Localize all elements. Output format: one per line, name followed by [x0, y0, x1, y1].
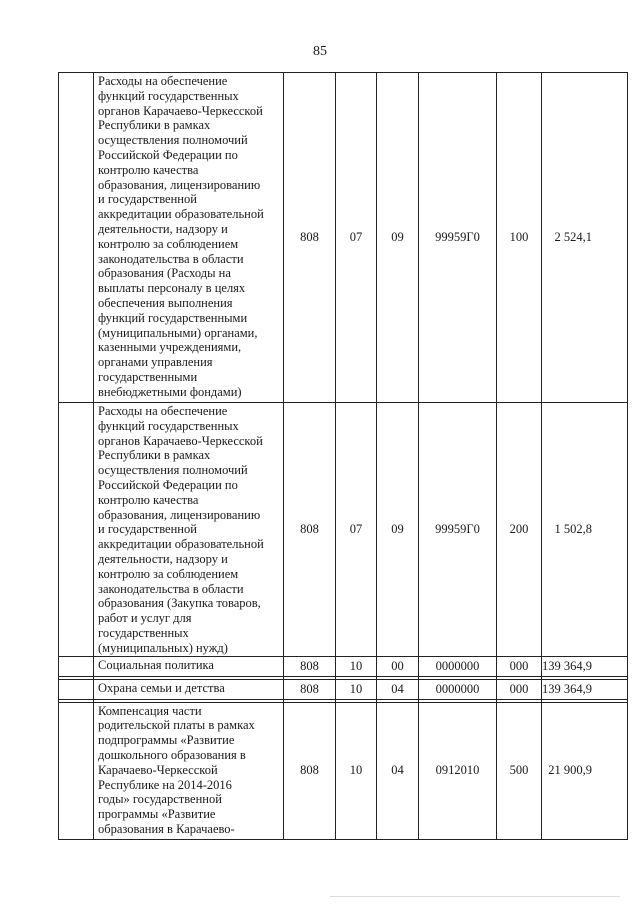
empty-number-cell: [59, 679, 94, 699]
expense-type-code: 000: [497, 656, 542, 676]
subsection-code: 09: [377, 403, 419, 657]
empty-number-cell: [59, 403, 94, 657]
expense-type-code: 200: [497, 403, 542, 657]
row-description: Компенсация части родительской платы в рамках подпрограммы «Развитие дошкольного образования в Карачаево-Черкесской Республике на 2014-2016 годы» государственной программы «Развитие образования в Карачаево-: [94, 702, 284, 839]
table-row: [59, 73, 628, 403]
subsection-code: 04: [377, 702, 419, 839]
row-description: Охрана семьи и детства: [94, 679, 284, 699]
target-article-code: 99959Г0: [419, 73, 497, 403]
ministry-code: 808: [284, 656, 336, 676]
target-article-code: 0000000: [419, 679, 497, 699]
amount-value: 2 524,1: [542, 73, 628, 403]
row-description: Расходы на обеспечение функций государственных органов Карачаево-Черкесской Республики в рамках осуществления полномочий Российской Федерации по контролю качества образования, лицензированию и государственной аккредитации образовательной деятельности, надзору и контролю за соблюдением законодательства в области образования (Закупка товаров, работ и услуг для государственных (муниципальных) нужд): [94, 403, 284, 657]
amount-value: 139 364,9: [542, 656, 628, 676]
target-article-code: 99959Г0: [419, 403, 497, 657]
section-code: 07: [336, 73, 377, 403]
section-code: 10: [336, 679, 377, 699]
scan-artifact: [330, 896, 620, 897]
budget-table: [58, 72, 628, 840]
ministry-code: 808: [284, 73, 336, 403]
amount-value: 139 364,9: [542, 679, 628, 699]
page-number: 85: [313, 44, 327, 59]
table-row: [59, 679, 628, 699]
empty-number-cell: [59, 73, 94, 403]
amount-value: 1 502,8: [542, 403, 628, 657]
table-row: [59, 702, 628, 839]
expense-type-code: 000: [497, 679, 542, 699]
amount-value: 21 900,9: [542, 702, 628, 839]
section-code: 07: [336, 403, 377, 657]
table-row: [59, 403, 628, 657]
subsection-code: 09: [377, 73, 419, 403]
row-description: Расходы на обеспечение функций государственных органов Карачаево-Черкесской Республики в рамках осуществления полномочий Российской Федерации по контролю качества образования, лицензированию и государственной аккредитации образовательной деятельности, надзору и контролю за соблюдением законодательства в области образования (Расходы на выплаты персоналу в целях обеспечения выполнения функций государственными (муниципальными) органами, казенными учреждениями, органами управления государственными внебюджетными фондами): [94, 73, 284, 403]
target-article-code: 0000000: [419, 656, 497, 676]
expense-type-code: 100: [497, 73, 542, 403]
ministry-code: 808: [284, 679, 336, 699]
empty-number-cell: [59, 656, 94, 676]
empty-number-cell: [59, 702, 94, 839]
expense-type-code: 500: [497, 702, 542, 839]
table-row: [59, 656, 628, 676]
section-code: 10: [336, 702, 377, 839]
section-code: 10: [336, 656, 377, 676]
subsection-code: 00: [377, 656, 419, 676]
row-description: Социальная политика: [94, 656, 284, 676]
ministry-code: 808: [284, 702, 336, 839]
target-article-code: 0912010: [419, 702, 497, 839]
subsection-code: 04: [377, 679, 419, 699]
ministry-code: 808: [284, 403, 336, 657]
